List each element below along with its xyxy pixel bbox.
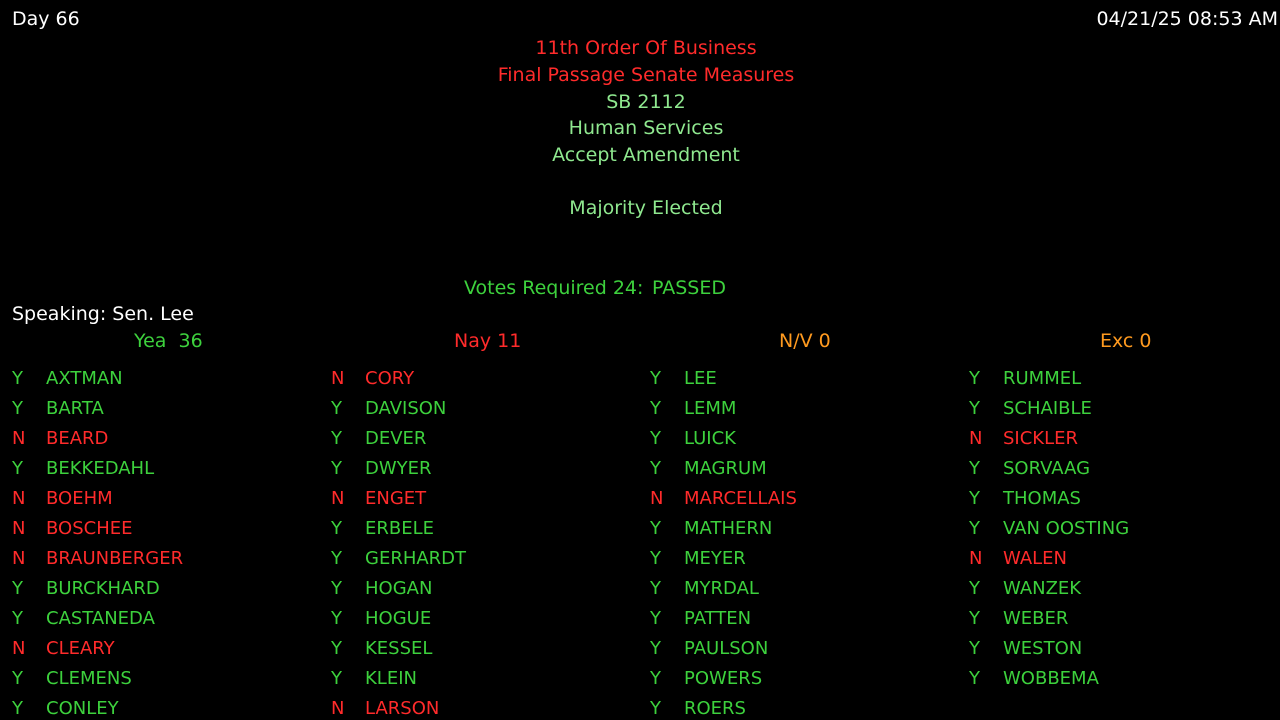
speaking-label: Speaking: Sen. Lee	[12, 303, 194, 325]
senator-name: BRAUNBERGER	[46, 548, 184, 569]
senator-name: SORVAAG	[1003, 458, 1091, 479]
vote-value: Y	[12, 608, 23, 629]
nay-tally: Nay 11	[454, 330, 522, 352]
senator-name: MARCELLAIS	[684, 488, 797, 509]
senator-name: WEBER	[1003, 608, 1069, 629]
vote-value: Y	[969, 638, 980, 659]
vote-value: Y	[650, 368, 661, 389]
vote-value: Y	[650, 428, 661, 449]
vote-value: Y	[650, 608, 661, 629]
senator-name: RUMMEL	[1003, 368, 1082, 389]
result-status: PASSED	[652, 277, 726, 299]
nv-tally: N/V 0	[779, 330, 831, 352]
senator-name: MATHERN	[684, 518, 773, 539]
vote-value: Y	[969, 668, 980, 689]
senator-name: KLEIN	[365, 668, 417, 689]
senator-name: BURCKHARD	[46, 578, 160, 599]
senator-name: CORY	[365, 368, 415, 389]
vote-value: N	[969, 428, 983, 449]
senator-name: LEE	[684, 368, 717, 389]
senator-name: CONLEY	[46, 698, 119, 719]
senator-name: MAGRUM	[684, 458, 767, 479]
senator-name: BOEHM	[46, 488, 113, 509]
senator-name: KESSEL	[365, 638, 433, 659]
vote-value: Y	[12, 368, 23, 389]
senator-name: CLEMENS	[46, 668, 132, 689]
senator-name: POWERS	[684, 668, 763, 689]
senator-name: WANZEK	[1003, 578, 1082, 599]
vote-value: Y	[12, 458, 23, 479]
vote-value: Y	[969, 488, 980, 509]
election-type: Majority Elected	[569, 197, 723, 219]
bill-title: Human Services	[568, 117, 724, 139]
senator-name: SICKLER	[1003, 428, 1079, 449]
vote-value: Y	[331, 638, 342, 659]
senator-name: WOBBEMA	[1003, 668, 1099, 689]
vote-value: Y	[331, 578, 342, 599]
senator-name: CASTANEDA	[46, 608, 155, 629]
vote-value: Y	[650, 638, 661, 659]
senator-name: BOSCHEE	[46, 518, 133, 539]
exc-tally: Exc 0	[1100, 330, 1152, 352]
senator-name: MEYER	[684, 548, 746, 569]
vote-value: N	[12, 548, 26, 569]
vote-value: Y	[12, 398, 23, 419]
senator-name: BARTA	[46, 398, 104, 419]
vote-value: Y	[969, 458, 980, 479]
vote-value: Y	[969, 608, 980, 629]
senator-name: PATTEN	[684, 608, 752, 629]
senator-name: DEVER	[365, 428, 427, 449]
senator-name: LARSON	[365, 698, 440, 719]
senator-name: CLEARY	[46, 638, 115, 659]
senator-name: ROERS	[684, 698, 746, 719]
vote-value: Y	[969, 518, 980, 539]
vote-value: N	[12, 638, 26, 659]
senator-name: LUICK	[684, 428, 736, 449]
senator-name: THOMAS	[1003, 488, 1081, 509]
votes-required-label: Votes Required 24:	[464, 277, 644, 299]
vote-value: Y	[12, 668, 23, 689]
vote-value: Y	[969, 398, 980, 419]
vote-value: N	[12, 518, 26, 539]
vote-value: N	[331, 698, 345, 719]
vote-value: Y	[12, 698, 23, 719]
senator-name: SCHAIBLE	[1003, 398, 1092, 419]
datetime-label: 04/21/25 08:53 AM	[1096, 8, 1278, 30]
senator-name: VAN OOSTING	[1003, 518, 1130, 539]
vote-value: N	[12, 488, 26, 509]
bill-number: SB 2112	[606, 91, 686, 113]
vote-value: Y	[650, 578, 661, 599]
vote-value: Y	[331, 548, 342, 569]
senator-name: PAULSON	[684, 638, 769, 659]
vote-value: Y	[331, 518, 342, 539]
senator-name: GERHARDT	[365, 548, 467, 569]
vote-value: Y	[650, 698, 661, 719]
vote-value: Y	[650, 668, 661, 689]
vote-value: Y	[331, 608, 342, 629]
vote-value: Y	[331, 668, 342, 689]
vote-value: Y	[12, 578, 23, 599]
senator-name: HOGAN	[365, 578, 433, 599]
senator-name: HOGUE	[365, 608, 432, 629]
vote-value: N	[12, 428, 26, 449]
vote-value: Y	[331, 398, 342, 419]
senator-name: MYRDAL	[684, 578, 759, 599]
senator-name: WALEN	[1003, 548, 1067, 569]
vote-value: Y	[331, 428, 342, 449]
vote-value: Y	[650, 518, 661, 539]
yea-tally: Yea 36	[134, 330, 203, 352]
day-label: Day 66	[12, 8, 80, 30]
senator-name: BEARD	[46, 428, 109, 449]
senator-name: ENGET	[365, 488, 427, 509]
senator-name: WESTON	[1003, 638, 1083, 659]
senator-name: DWYER	[365, 458, 432, 479]
senator-name: DAVISON	[365, 398, 447, 419]
senator-name: LEMM	[684, 398, 737, 419]
stage-title: Final Passage Senate Measures	[497, 64, 795, 86]
vote-value: Y	[331, 458, 342, 479]
senator-name: BEKKEDAHL	[46, 458, 155, 479]
order-of-business: 11th Order Of Business	[535, 37, 757, 59]
vote-value: Y	[969, 578, 980, 599]
vote-value: Y	[650, 548, 661, 569]
senator-name: ERBELE	[365, 518, 435, 539]
vote-value: Y	[650, 398, 661, 419]
vote-value: N	[969, 548, 983, 569]
motion-title: Accept Amendment	[552, 144, 740, 166]
vote-value: Y	[969, 368, 980, 389]
senator-name: AXTMAN	[46, 368, 123, 389]
vote-value: N	[650, 488, 664, 509]
vote-value: N	[331, 488, 345, 509]
vote-value: N	[331, 368, 345, 389]
vote-value: Y	[650, 458, 661, 479]
